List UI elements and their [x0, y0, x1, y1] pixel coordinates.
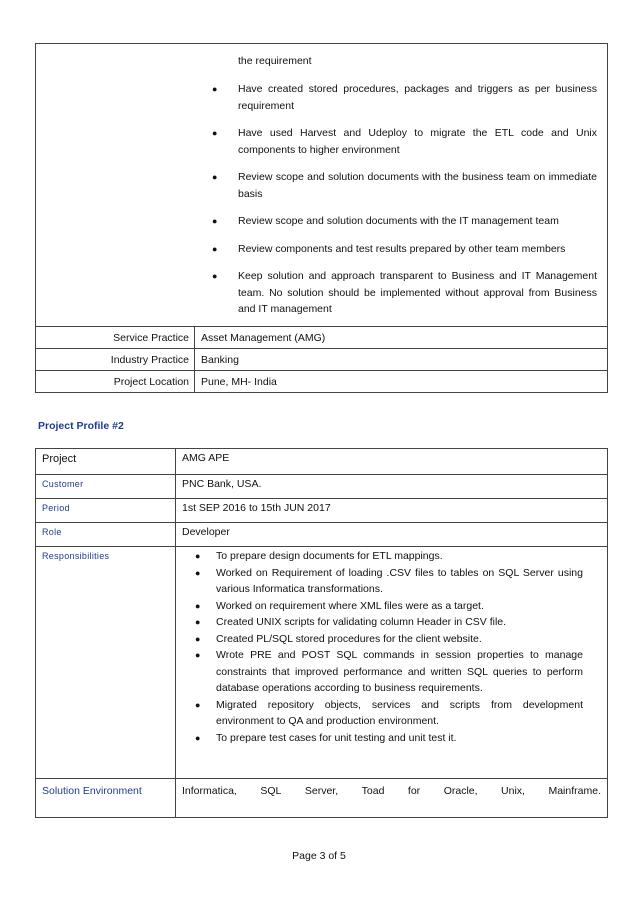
env-word: Informatica,	[182, 785, 237, 797]
env-word: Oracle,	[443, 785, 478, 797]
list-item-text: Have used Harvest and Udeploy to migrate the ETL code and Unix components to higher environment	[238, 127, 597, 156]
list-item-text: Created UNIX scripts for validating column Header in CSV file.	[216, 616, 507, 628]
project-1-table	[35, 43, 608, 393]
env-word: Unix,	[501, 785, 525, 797]
list-item-text: Worked on requirement where XML files were as a target.	[216, 599, 484, 612]
project-value: AMG APE	[176, 449, 608, 475]
responsibility-list	[36, 81, 597, 318]
list-item	[36, 169, 597, 202]
solution-environment-value	[176, 779, 608, 818]
bullet-icon: ●	[195, 617, 201, 627]
bullet-icon: ●	[212, 84, 218, 94]
env-word: Server,	[304, 785, 339, 797]
list-item-text: Migrated repository objects, services and scripts from development environment to QA and production environment.	[216, 698, 583, 727]
list-item	[176, 614, 583, 631]
bullet-icon: ●	[195, 650, 201, 660]
bullet-icon: ●	[212, 216, 218, 226]
responsibilities-label: Responsibilities	[36, 547, 176, 779]
env-word: Mainframe.	[548, 785, 601, 797]
project-location-label: Project Location	[36, 370, 195, 392]
list-item-text: Have created stored procedures, packages and triggers as per business requirement	[238, 83, 597, 112]
list-item-text: Keep solution and approach transparent to Business and IT Management team. No solution should be implemented without approval from Business and IT management	[238, 270, 597, 315]
list-item-text: Review scope and solution documents with the business team on immediate basis	[238, 171, 597, 200]
period-value: 1st SEP 2016 to 15th JUN 2017	[176, 499, 608, 523]
list-item	[36, 241, 597, 258]
list-item	[176, 697, 583, 730]
customer-label: Customer	[36, 475, 176, 499]
list-item-text: To prepare test cases for unit testing and unit test it.	[216, 731, 457, 744]
bullet-icon: ●	[195, 633, 201, 644]
bullet-icon: ●	[195, 600, 201, 611]
industry-practice-label: Industry Practice	[36, 348, 195, 370]
list-item	[176, 647, 583, 697]
project-2-table	[35, 448, 608, 818]
customer-value: PNC Bank, USA.	[176, 475, 608, 499]
bullet-icon: ●	[195, 699, 201, 710]
service-practice-label: Service Practice	[36, 326, 195, 348]
page-number: Page 3 of 5	[292, 850, 346, 862]
env-word: for	[407, 785, 421, 797]
responsibilities-continuation-cell	[36, 44, 608, 327]
bullet-icon: ●	[212, 271, 218, 281]
continued-text: the requirement	[238, 55, 312, 67]
list-item	[36, 268, 597, 318]
bullet-icon: ●	[212, 128, 218, 138]
list-item	[36, 81, 597, 114]
project-location-value: Pune, MH- India	[195, 370, 608, 392]
section-heading: Project Profile #2	[38, 420, 124, 432]
service-practice-value: Asset Management (AMG)	[195, 326, 608, 348]
list-item	[176, 565, 583, 598]
responsibilities-cell	[176, 547, 608, 779]
industry-practice-value: Banking	[195, 348, 608, 370]
bullet-icon: ●	[212, 243, 218, 254]
list-item	[176, 548, 583, 565]
list-item	[176, 598, 583, 615]
list-item-text: Created PL/SQL stored procedures for the client website.	[216, 632, 482, 645]
list-item	[176, 631, 583, 648]
solution-environment-label: Solution Environment	[36, 779, 176, 818]
environment-words	[182, 779, 607, 797]
env-word: Toad	[361, 785, 385, 797]
bullet-icon: ●	[212, 172, 218, 182]
list-item-text: Worked on Requirement of loading .CSV files to tables on SQL Server using various Informatica transformations.	[216, 566, 583, 595]
project-label: Project	[36, 449, 176, 475]
list-item	[36, 125, 597, 158]
role-value: Developer	[176, 523, 608, 547]
list-item-text: To prepare design documents for ETL mappings.	[216, 550, 443, 562]
list-item-text: Wrote PRE and POST SQL commands in session properties to manage constraints that improved performance and written SQL queries to perform database operations according to business requirements.	[216, 649, 583, 694]
role-label: Role	[36, 523, 176, 547]
list-item	[36, 213, 597, 230]
env-word: SQL	[260, 785, 282, 797]
period-label: Period	[36, 499, 176, 523]
bullet-icon: ●	[195, 732, 201, 743]
list-item	[176, 730, 583, 747]
list-item-text: Review components and test results prepared by other team members	[238, 242, 566, 255]
bullet-icon: ●	[195, 567, 201, 578]
responsibility-list	[176, 548, 607, 746]
list-item-text: Review scope and solution documents with the IT management team	[238, 215, 559, 227]
bullet-icon: ●	[195, 551, 201, 561]
